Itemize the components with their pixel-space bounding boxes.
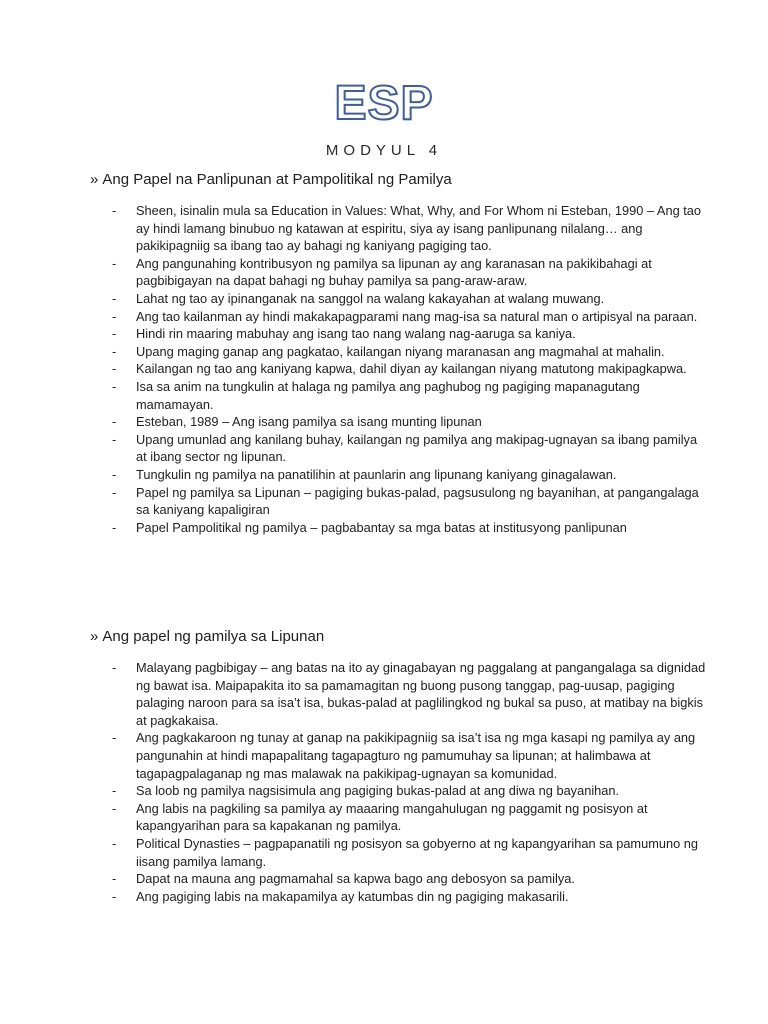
dash-icon: - xyxy=(112,783,117,799)
list-item: - Ang tao kailanman ay hindi makakapagparami nang mag-isa sa natural man o artipisyal na paraan. xyxy=(112,308,698,324)
section-heading-text: Ang papel ng pamilya sa Lipunan xyxy=(102,628,325,645)
list-item: - Sa loob ng pamilya nagsisimula ang pagiging bukas-palad at ang diwa ng bayanihan. xyxy=(112,783,620,799)
list-item: - Isa sa anim na tungkulin at halaga ng pamilya ang paghubog ng pagiging mapanagutang mamamayan. xyxy=(112,378,640,412)
dash-icon: - xyxy=(112,835,117,851)
list-item: - Tungkulin ng pamilya na panatilihin at paunlarin ang lipunang kaniyang ginagalawan. xyxy=(112,466,617,482)
section-social-political-role xyxy=(90,170,710,536)
list-item: - Lahat ng tao ay ipinanganak na sanggol na walang kakayahan at walang muwang. xyxy=(112,290,605,306)
dash-icon: - xyxy=(112,361,117,377)
dash-icon: - xyxy=(112,730,117,746)
list-item: - Ang pagkakaroon ng tunay at ganap na pakikipagniig sa isa’t isa ng mga kasapi ng pamilya ay ang pangunahin at hindi mapapalitang tagapagturo ng pamumuhay sa lipunan; at halimbawa at tagapagpalaganap ng mas malawak na pakikipag-ugnayan sa komunidad. xyxy=(112,730,696,781)
list-item: - Hindi rin maaring mabuhay ang isang tao nang walang nag-aaruga sa kaniya. xyxy=(112,326,576,342)
document-subtitle: MODYUL 4 xyxy=(325,142,443,159)
chevron-icon: » xyxy=(90,628,99,645)
dash-icon: - xyxy=(112,800,117,816)
list-item: - Ang labis na pagkiling sa pamilya ay maaaring mangahulugan ng paggamit ng posisyon at kapangyarihan para sa kapakanan ng pamilya. xyxy=(112,800,648,834)
section-heading-text: Ang Papel na Panlipunan at Pampolitikal ng Pamilya xyxy=(102,171,452,188)
list-item: - Sheen, isinalin mula sa Education in Values: What, Why, and For Whom ni Esteban, 1990 – Ang tao ay hindi lamang binubuo ng katawan at espiritu, siya ay isang panlipunang nilalang… ang pakikipagniig sa ibang tao ay bahagi ng kaniyang pagiging tao. xyxy=(112,203,702,254)
dash-icon: - xyxy=(112,255,117,271)
dash-icon: - xyxy=(112,871,117,887)
dash-icon: - xyxy=(112,326,117,342)
dash-icon: - xyxy=(112,203,117,218)
list-item: - Papel Pampolitikal ng pamilya – pagbabantay sa mga batas at institusyong panlipunan xyxy=(112,519,627,535)
list-item: - Malayang pagbibigay – ang batas na ito ay ginagabayan ng paggalang at pangangalaga sa dignidad ng bawat isa. Maipapakita ito sa pamamagitan ng buong pusong tanggap, pag-uusap, pagiging palaging naroon para sa isa’t isa, bukas-palad at paglilingkod ng bukal sa puso, at matibay na bigkis at pagkakaisa. xyxy=(112,660,706,728)
dash-icon: - xyxy=(112,431,117,447)
dash-icon: - xyxy=(112,290,117,306)
dash-icon: - xyxy=(112,519,117,535)
list-item: - Upang maging ganap ang pagkatao, kailangan niyang maranasan ang magmahal at mahalin. xyxy=(112,343,665,359)
list-item: - Upang umunlad ang kanilang buhay, kailangan ng pamilya ang makipag-ugnayan sa ibang pamilya at ibang sector ng lipunan. xyxy=(112,431,698,465)
dash-icon: - xyxy=(112,343,117,359)
bullet-list xyxy=(90,659,710,905)
list-item: - Dapat na mauna ang pagmamahal sa kapwa bago ang debosyon sa pamilya. xyxy=(112,871,575,887)
dash-icon: - xyxy=(112,378,117,394)
dash-icon: - xyxy=(112,414,117,430)
section-heading xyxy=(90,627,710,647)
dash-icon: - xyxy=(112,308,117,324)
bullet-list xyxy=(90,202,710,536)
list-item: - Ang pangunahing kontribusyon ng pamilya sa lipunan ay ang karanasan na pakikibahagi at pagbibigayan na dapat bahagi ng buhay pamilya sa pang-araw-araw. xyxy=(112,255,652,289)
dash-icon: - xyxy=(112,888,117,904)
list-item: - Papel ng pamilya sa Lipunan – pagiging bukas-palad, pagsusulong ng bayanihan, at pangangalaga sa kaniyang kapaligiran xyxy=(112,484,699,518)
list-item: - Political Dynasties – pagpapanatili ng posisyon sa gobyerno at ng kapangyarihan sa pamumuno ng iisang pamilya lamang. xyxy=(112,835,699,869)
list-item: - Kailangan ng tao ang kaniyang kapwa, dahil diyan ay kailangan niyang matutong makipagkapwa. xyxy=(112,361,687,377)
dash-icon: - xyxy=(112,484,117,500)
list-item: - Ang pagiging labis na makapamilya ay katumbas din ng pagiging makasarili. xyxy=(112,888,569,904)
list-item: - Esteban, 1989 – Ang isang pamilya sa isang munting lipunan xyxy=(112,414,482,430)
section-heading xyxy=(90,170,710,190)
chevron-icon: » xyxy=(90,171,99,188)
document-title: ESP xyxy=(334,77,434,130)
dash-icon: - xyxy=(112,660,117,675)
section-family-role-in-society xyxy=(90,627,710,905)
dash-icon: - xyxy=(112,466,117,482)
